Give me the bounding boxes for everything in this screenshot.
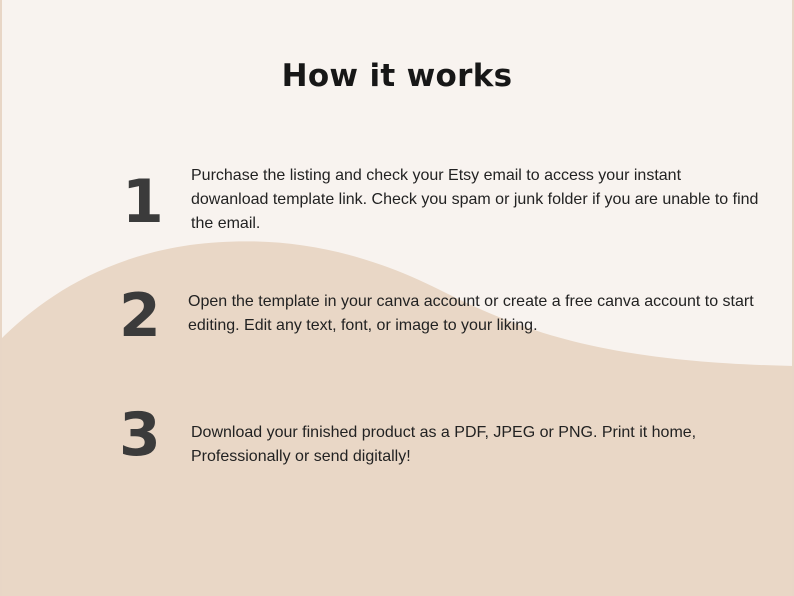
step-1-text: Purchase the listing and check your Etsy email to access your instant dowanload template link. Check you spam or junk folder if you are unable to find the email. [191, 167, 759, 232]
step-2-text: Open the template in your canva account or create a free canva account to start editing. Edit any text, font, or image to your liking. [188, 293, 754, 334]
page-title: How it works [281, 58, 513, 94]
step-3-number: 3 [119, 400, 161, 470]
step-3-text: Download your finished product as a PDF, JPEG or PNG. Print it home, Professionally or send digitally! [191, 424, 697, 465]
step-1-number: 1 [122, 167, 164, 237]
step-2-number: 2 [119, 281, 161, 351]
